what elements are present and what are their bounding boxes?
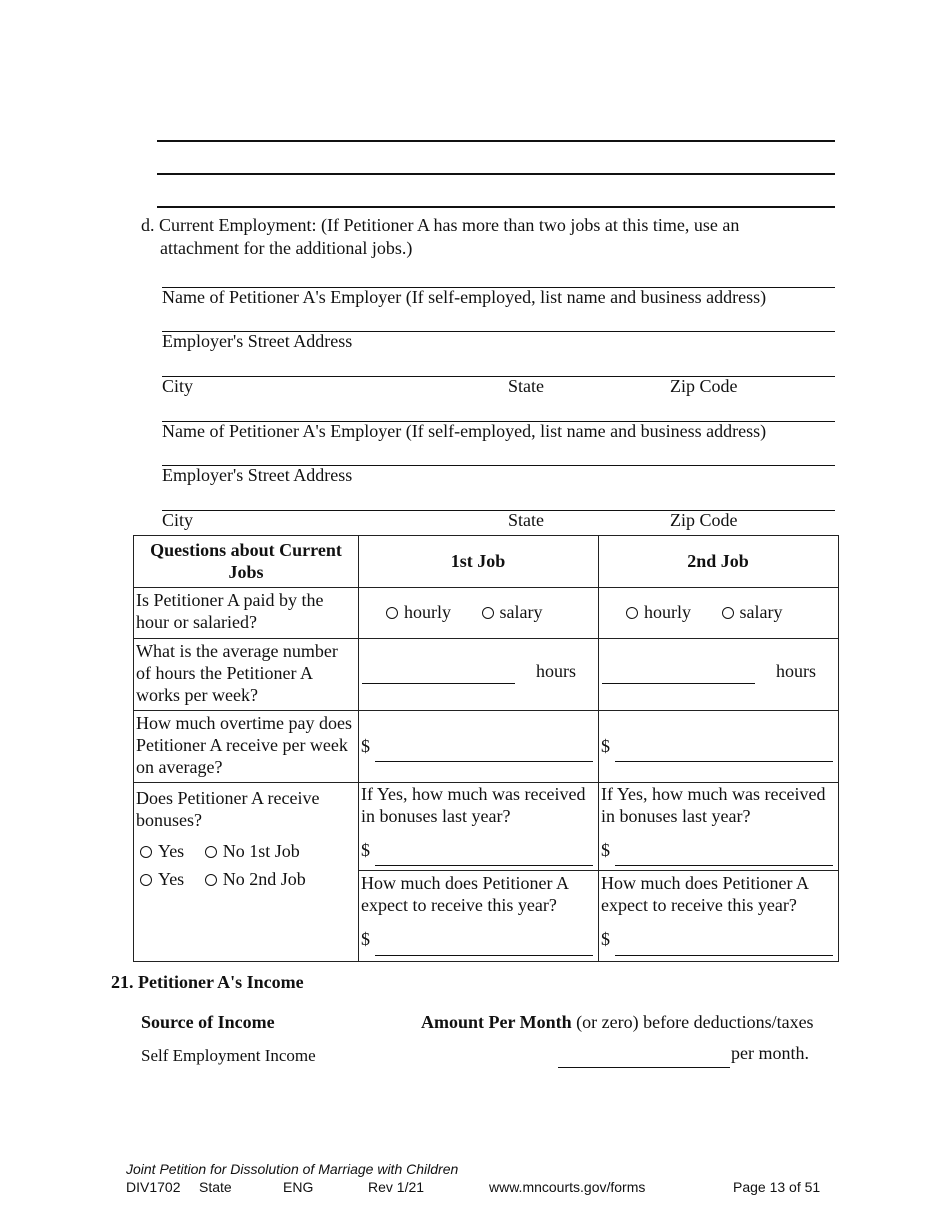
job2-overtime-input[interactable] bbox=[615, 761, 833, 762]
radio-icon bbox=[626, 607, 638, 619]
bonus-job2-yes-radio[interactable] bbox=[140, 868, 184, 890]
radio-icon bbox=[386, 607, 398, 619]
section-21-title: 21. Petitioner A's Income bbox=[111, 972, 304, 992]
bonus-job1-yes-radio[interactable] bbox=[140, 840, 184, 862]
footer-website[interactable]: www.mncourts.gov/forms bbox=[489, 1179, 646, 1195]
bonus-lastyear-job1-cell bbox=[358, 782, 599, 871]
job2-bonus-lastyear-input[interactable] bbox=[615, 865, 833, 866]
section-d-heading-cont: attachment for the additional jobs.) bbox=[160, 238, 413, 258]
footer-page-number: Page 13 of 51 bbox=[733, 1179, 821, 1195]
footer-form-id: DIV1702 bbox=[126, 1179, 181, 1195]
bonus-lastyear-job2-cell bbox=[598, 782, 839, 871]
row-overtime-job1-cell bbox=[358, 710, 599, 783]
employer1-city-label: City bbox=[162, 376, 194, 396]
employer2-city-label: City bbox=[162, 510, 194, 530]
job2-bonus-lastyear-currency: $ bbox=[601, 840, 610, 860]
job1-bonus-lastyear-currency: $ bbox=[361, 840, 370, 860]
row-bonus-question-cell bbox=[134, 782, 359, 962]
footer-jurisdiction: State bbox=[199, 1179, 232, 1195]
answer-line-1[interactable] bbox=[157, 140, 835, 142]
job2-bonus-thisyear-currency: $ bbox=[601, 929, 610, 949]
employer2-name-label: Name of Petitioner A's Employer (If self-employed, list name and business address) bbox=[162, 421, 767, 441]
answer-line-2[interactable] bbox=[157, 173, 835, 175]
job1-hours-unit: hours bbox=[536, 661, 576, 681]
radio-icon bbox=[205, 874, 217, 886]
bonus-job2-no-label: No 2nd Job bbox=[222, 869, 306, 889]
job2-hours-input[interactable] bbox=[602, 683, 755, 684]
job2-bonus-thisyear-question: How much does Petitioner A expect to receive this year? bbox=[601, 873, 808, 915]
radio-icon bbox=[722, 607, 734, 619]
row-hours-question-cell bbox=[134, 638, 359, 711]
job1-bonus-thisyear-currency: $ bbox=[361, 929, 370, 949]
job1-overtime-currency: $ bbox=[361, 736, 370, 756]
source-of-income-header: Source of Income bbox=[141, 1012, 275, 1032]
bonus-job1-no-radio[interactable] bbox=[205, 840, 300, 862]
per-month-label: per month. bbox=[731, 1043, 809, 1063]
q-hours: What is the average number of hours the Petitioner A works per week? bbox=[136, 641, 338, 705]
row-paid-question-cell bbox=[134, 587, 359, 639]
q-bonuses: Does Petitioner A receive bonuses? bbox=[136, 788, 320, 830]
q-overtime: How much overtime pay does Petitioner A receive per week on average? bbox=[136, 713, 352, 777]
job1-hourly-radio[interactable] bbox=[386, 601, 451, 623]
job1-salary-radio[interactable] bbox=[482, 601, 543, 623]
bonus-thisyear-job2-cell bbox=[598, 870, 839, 962]
header-questions: Questions about Current Jobs bbox=[150, 540, 342, 582]
job1-hours-input[interactable] bbox=[362, 683, 515, 684]
q-paid: Is Petitioner A paid by the hour or salaried? bbox=[136, 590, 324, 632]
header-job1: 1st Job bbox=[450, 551, 506, 571]
radio-icon bbox=[140, 874, 152, 886]
employer2-zip-label: Zip Code bbox=[670, 510, 738, 530]
radio-icon bbox=[205, 846, 217, 858]
job2-bonus-thisyear-input[interactable] bbox=[615, 955, 833, 956]
job1-bonus-thisyear-input[interactable] bbox=[375, 955, 593, 956]
employer1-street-label: Employer's Street Address bbox=[162, 331, 353, 351]
job2-overtime-currency: $ bbox=[601, 736, 610, 756]
row-paid-job2-cell bbox=[598, 587, 839, 639]
radio-icon bbox=[482, 607, 494, 619]
job2-hours-unit: hours bbox=[776, 661, 816, 681]
header-job2: 2nd Job bbox=[687, 551, 749, 571]
job2-hourly-radio[interactable] bbox=[626, 601, 691, 623]
job2-hourly-label: hourly bbox=[644, 602, 691, 622]
job1-bonus-lastyear-question: If Yes, how much was received in bonuses last year? bbox=[361, 784, 586, 826]
row-overtime-job2-cell bbox=[598, 710, 839, 783]
job1-hourly-label: hourly bbox=[404, 602, 451, 622]
job1-overtime-input[interactable] bbox=[375, 761, 593, 762]
section-d-heading: d. Current Employment: (If Petitioner A has more than two jobs at this time, use an bbox=[141, 215, 740, 235]
footer-form-title: Joint Petition for Dissolution of Marriage with Children bbox=[126, 1161, 459, 1177]
bonus-job2-no-radio[interactable] bbox=[205, 868, 306, 890]
job1-bonus-lastyear-input[interactable] bbox=[375, 865, 593, 866]
row-hours-job2-cell bbox=[598, 638, 839, 711]
row-hours-job1-cell bbox=[358, 638, 599, 711]
employer1-name-label: Name of Petitioner A's Employer (If self-employed, list name and business address) bbox=[162, 287, 767, 307]
amount-header-rest: (or zero) before deductions/taxes bbox=[571, 1012, 814, 1032]
self-employment-income-label: Self Employment Income bbox=[141, 1046, 316, 1065]
row-paid-job1-cell bbox=[358, 587, 599, 639]
employer1-state-label: State bbox=[508, 376, 544, 396]
job2-salary-label: salary bbox=[739, 602, 783, 622]
header-job1-cell bbox=[358, 536, 599, 588]
header-job2-cell bbox=[598, 536, 839, 588]
employer1-zip-label: Zip Code bbox=[670, 376, 738, 396]
row-overtime-question-cell bbox=[134, 710, 359, 783]
radio-icon bbox=[140, 846, 152, 858]
answer-line-3[interactable] bbox=[157, 206, 835, 208]
job2-bonus-lastyear-question: If Yes, how much was received in bonuses last year? bbox=[601, 784, 826, 826]
footer-revision: Rev 1/21 bbox=[368, 1179, 425, 1195]
job1-bonus-thisyear-question: How much does Petitioner A expect to receive this year? bbox=[361, 873, 568, 915]
bonus-job1-yes-label: Yes bbox=[158, 841, 185, 861]
amount-header-bold: Amount Per Month bbox=[421, 1012, 572, 1032]
self-employment-income-input[interactable] bbox=[558, 1067, 730, 1068]
bonus-job1-no-label: No 1st Job bbox=[222, 841, 300, 861]
amount-per-month-header bbox=[421, 1011, 814, 1033]
bonus-thisyear-job1-cell bbox=[358, 870, 599, 962]
job2-salary-radio[interactable] bbox=[722, 601, 783, 623]
employer2-street-label: Employer's Street Address bbox=[162, 465, 353, 485]
footer-language: ENG bbox=[283, 1179, 314, 1195]
job1-salary-label: salary bbox=[499, 602, 543, 622]
header-questions-cell bbox=[134, 536, 359, 588]
bonus-job2-yes-label: Yes bbox=[158, 869, 185, 889]
employer2-state-label: State bbox=[508, 510, 544, 530]
